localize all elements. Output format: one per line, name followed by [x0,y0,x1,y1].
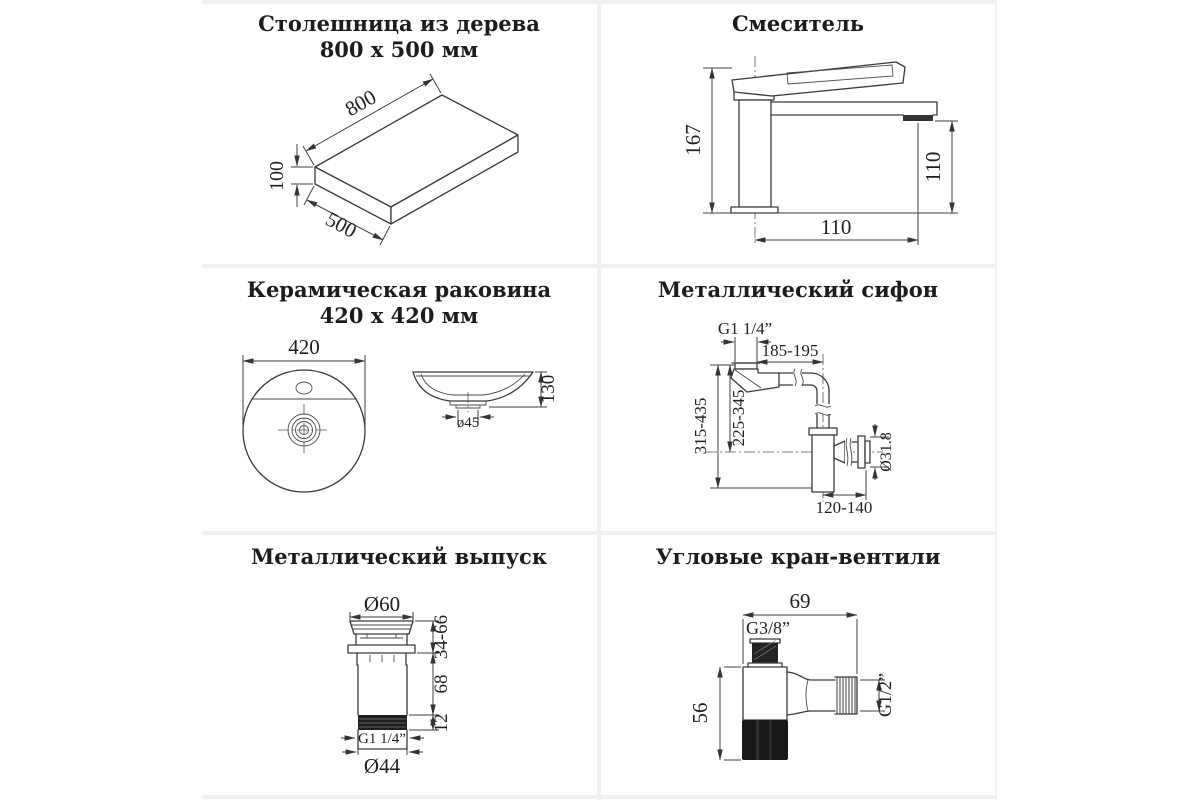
drain-body [348,621,415,749]
sink-title-line1: Керамическая раковина [246,277,552,302]
mixer-dimensions [681,68,958,245]
mixer-drawing [598,0,998,266]
valve-outlet-thread [837,677,855,714]
panel-mixer [598,0,998,266]
countertop-title-line2: 800 x 500 мм [319,37,479,62]
siphon-dim-outlet-length: 120-140 [815,498,873,517]
sink-dim-height: 130 [538,374,559,404]
sink-drawing [200,266,598,533]
valve-knurled-handle [742,720,788,760]
panel-drain-outlet [200,533,598,800]
sink-dim-drain: ø45 [456,415,480,431]
siphon-dim-overall-height: 315-435 [691,397,710,455]
valves-drawing [598,533,998,800]
siphon-drawing [598,266,998,533]
sink-dimensions-top [243,335,365,432]
panel-angle-valves [598,533,998,800]
panel-countertop [200,0,598,266]
countertop-drawing [200,0,598,266]
panel-sink [200,266,598,533]
siphon-title: Металлический сифон [657,277,939,302]
valve-dim-outlet-thread: G1/2” [875,673,895,717]
sink-title-line2: 420 x 420 мм [319,303,479,328]
drain-dim-thread-height: 12 [431,713,452,733]
countertop-title-line1: Столешница из дерева [258,11,540,36]
siphon-dimensions [691,319,895,517]
valve-dim-height: 56 [688,702,712,724]
mixer-dim-spout-reach: 110 [820,215,852,239]
drain-thread [358,715,407,730]
sink-top-view [243,370,365,492]
mixer-dim-total-height: 167 [681,124,705,156]
drain-dim-thread: G1 1/4” [358,731,406,747]
mixer-title: Смеситель [731,11,865,36]
drain-dim-cap-diameter: Ø60 [363,592,401,616]
mixer-handle [732,62,905,96]
drain-dim-body-height: 68 [431,674,452,694]
countertop-dim-depth: 500 [321,206,361,243]
valve-dim-width: 69 [789,589,811,613]
valve-dimensions [688,589,895,760]
mixer-aerator [903,115,933,121]
countertop-slab [315,95,518,224]
siphon-dim-horizontal: 185-195 [761,341,819,360]
siphon-dim-inlet-thread: G1 1/4” [717,319,773,338]
drain-dim-bottom-diameter: Ø44 [363,754,401,778]
valves-title: Угловые кран-вентили [655,544,941,569]
valve-body [742,639,857,760]
drain-dim-upper-range: 34-66 [431,614,452,660]
countertop-dim-length: 800 [340,84,381,122]
divider-vertical [597,0,601,800]
divider-right-edge [995,0,997,800]
drain-title: Металлический выпуск [251,544,547,569]
sink-side-view [413,372,533,412]
countertop-dim-thickness: 100 [266,161,288,191]
valve-dim-inlet-thread: G3/8” [746,618,790,638]
drain-drawing [200,533,598,800]
mixer-dim-spout-height: 110 [921,151,945,183]
sink-dim-width: 420 [288,335,320,359]
siphon-dim-inner-height: 225-345 [729,389,748,447]
panel-siphon [598,266,998,533]
siphon-dim-outlet-diameter: Ø31.8 [878,432,895,472]
